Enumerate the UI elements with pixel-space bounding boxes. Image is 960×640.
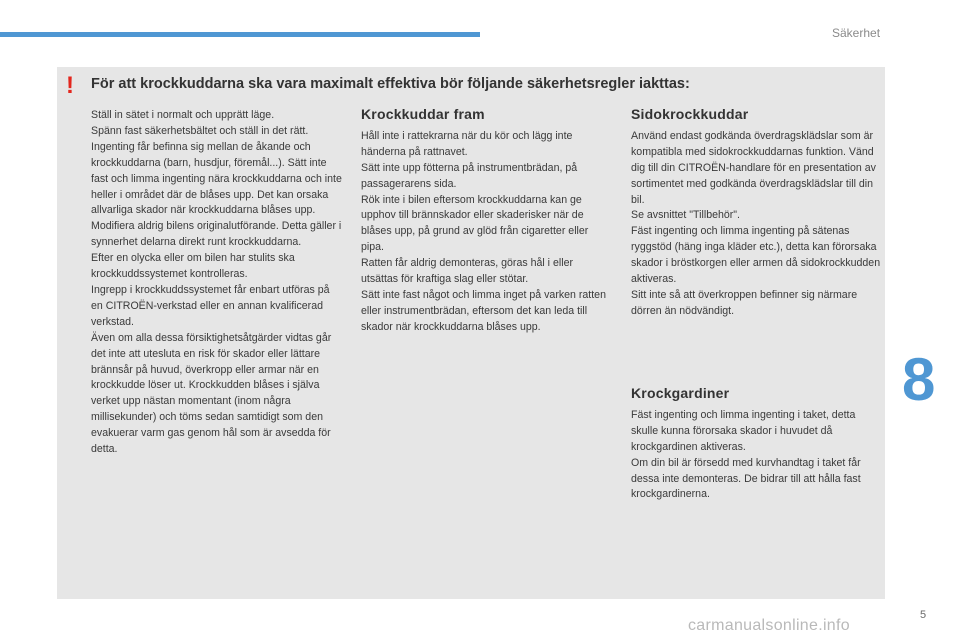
side-airbags-title: Sidokrockkuddar <box>631 106 749 122</box>
watermark-text: carmanualsonline.info <box>688 617 850 634</box>
section-title: Säkerhet <box>832 26 881 40</box>
header-accent-bar <box>0 32 480 37</box>
curtain-airbags-section <box>631 386 883 503</box>
exclamation-icon: ! <box>66 72 74 99</box>
curtain-airbags-title: Krockgardiner <box>631 385 730 401</box>
side-airbags-text: Använd endast godkända överdragsklädslar som är kompatibla med sidokrockkuddarnas funktion. Vänd dig till din CITROËN-handlare för en presentation av sortimentet med godkända överdragsklädslar till din bil. Se avsnittet "Tillbehör". Fäst ingenting och limma ingenting på sätenas ryggstöd (häng inga kläder etc.), detta kan förorsaka skador i bröstkorgen eller armen då sidokrockkudden aktiveras. Sitt inte så att överkroppen befinner sig närmare dörren än nödvändigt. <box>631 129 881 317</box>
curtain-airbags-text: Fäst ingenting och limma ingenting i taket, detta skulle kunna förorsaka skador i huvudet då krockgardinen aktiveras. Om din bil är försedd med kurvhandtag i taket får dessa inte demonteras. De bidrar till att hålla fast krockgardinerna. <box>631 408 861 501</box>
general-rules-text: Ställ in sätet i normalt och upprätt läge. Spänn fast säkerhetsbältet och ställ in det rätt. Ingenting får befinna sig mellan de åkande och krockkuddarna (barn, husdjur, föremål...). Sätt inte fast och limma ingenting nära krockkuddarna och inte heller i området där de blåses upp. Det kan orsaka allvarliga skador när krockkuddarna blåses upp. Modifiera aldrig bilens originalutförande. Detta gäller i synnerhet delarna direkt runt krockkuddarna. Efter en olycka eller om bilen har stulits ska krockkuddssystemet kontrolleras. Ingrepp i krockkuddssystemet får enbart utföras på en CITROËN-verkstad eller en annan kvalificerad verkstad. Även om alla dessa försiktighetsåtgärder vidtas går det inte att utesluta en risk för skador eller lättare brännsår på huvud, överkropp eller armar när en krockkudde löser ut. Krockkudden blåses i själva verket upp nästan momentant (inom några millisekunder) och töms sedan samtidigt som den evakuerar varm gas genom hål som är avsedda för detta. <box>91 109 342 456</box>
general-rules-column <box>91 108 343 458</box>
warning-heading: För att krockkuddarna ska vara maximalt effektiva bör följande säkerhetsregler iakttas: <box>91 76 690 92</box>
front-airbags-title: Krockkuddar fram <box>361 106 485 122</box>
side-airbags-section <box>631 107 883 320</box>
chapter-number: 8 <box>902 346 936 413</box>
front-airbags-text: Håll inte i rattekrarna när du kör och lägg inte händerna på rattnavet. Sätt inte upp fötterna på instrumentbrädan, på passagerarens sida. Rök inte i bilen eftersom krockkuddarna kan ge upphov till brännskador eller skaderisker när de blåses upp, på grund av glöd från cigaretter eller pipa. Ratten får aldrig demonteras, göras hål i eller utsättas för kraftiga slag eller stötar. Sätt inte fast något och limma inget på varken ratten eller instrumentbrädan, eftersom det kan leda till skador när krockkuddarna blåses upp. <box>361 129 606 333</box>
page-number: 5 <box>920 609 927 621</box>
front-airbags-section <box>361 107 611 336</box>
